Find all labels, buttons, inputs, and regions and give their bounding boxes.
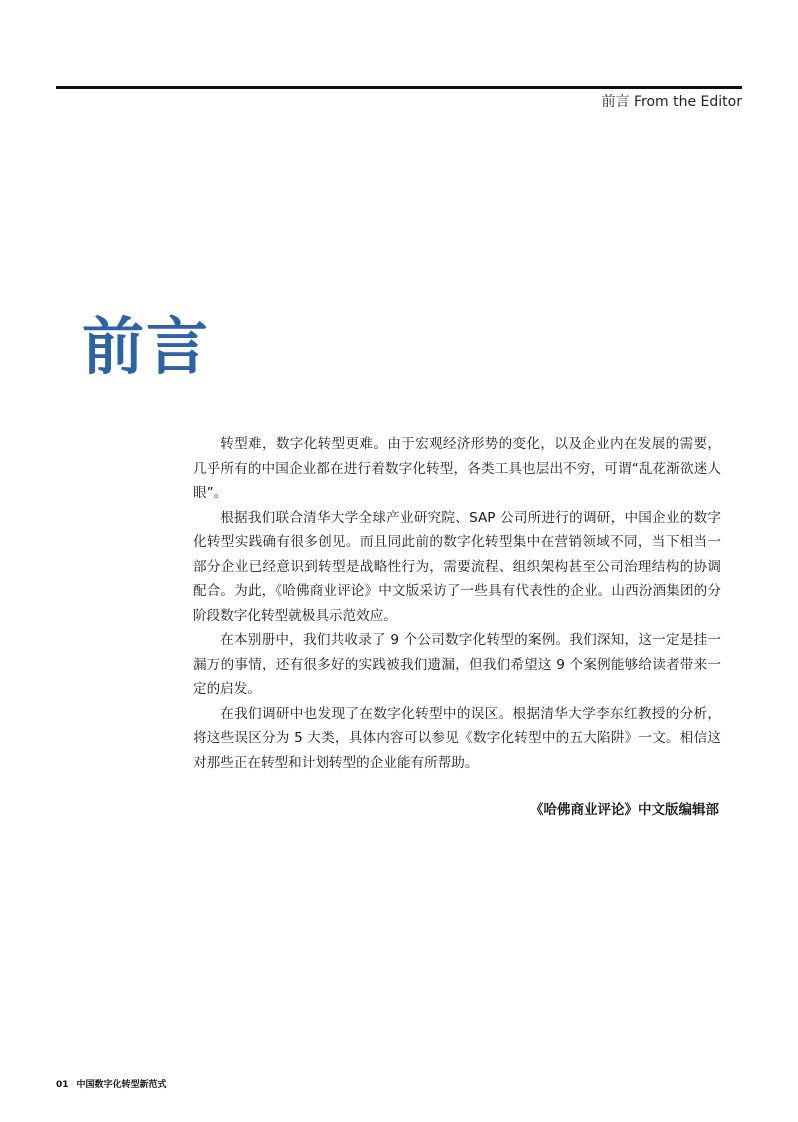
paragraph-1: 转型难，数字化转型更难。由于宏观经济形势的变化，以及企业内在发展的需要，几乎所有的中国企业都在进行着数字化转型，各类工具也层出不穷，可谓“乱花渐欲迷人眼”。: [193, 436, 721, 501]
article-body: [193, 432, 721, 775]
paragraph-3: 在本别册中，我们共收录了 9 个公司数字化转型的案例。我们深知，这一定是挂一漏万的事情，还有很多好的实践被我们遗漏，但我们希望这 9 个案例能够给读者带来一定的启发。: [193, 632, 721, 697]
page-title: 前言: [82, 310, 211, 383]
page-footer: [56, 1079, 167, 1091]
page-number: 01: [56, 1080, 69, 1090]
paragraph-4: 在我们调研中也发现了在数字化转型中的误区。根据清华大学李东红教授的分析，将这些误区分为 5 大类，具体内容可以参见《数字化转型中的五大陷阱》一文。相信这对那些正在转型和计划转型的企业能有所帮助。: [193, 705, 721, 771]
editor-signature: 《哈佛商业评论》中文版编辑部: [530, 802, 719, 818]
publication-title: 中国数字化转型新范式: [76, 1080, 167, 1090]
paragraph-2: 根据我们联合清华大学全球产业研究院、SAP 公司所进行的调研，中国企业的数字化转型实践确有很多创见。而且同此前的数字化转型集中在营销领域不同，当下相当一部分企业已经意识到转型是战略性行为，需要流程、组织架构甚至公司治理结构的协调配合。为此，《哈佛商业评论》中文版采访了一些具有代表性的企业。山西汾酒集团的分阶段数字化转型就极具示范效应。: [193, 509, 721, 624]
header-rule: [56, 86, 742, 89]
running-header: 前言 From the Editor: [601, 94, 742, 110]
